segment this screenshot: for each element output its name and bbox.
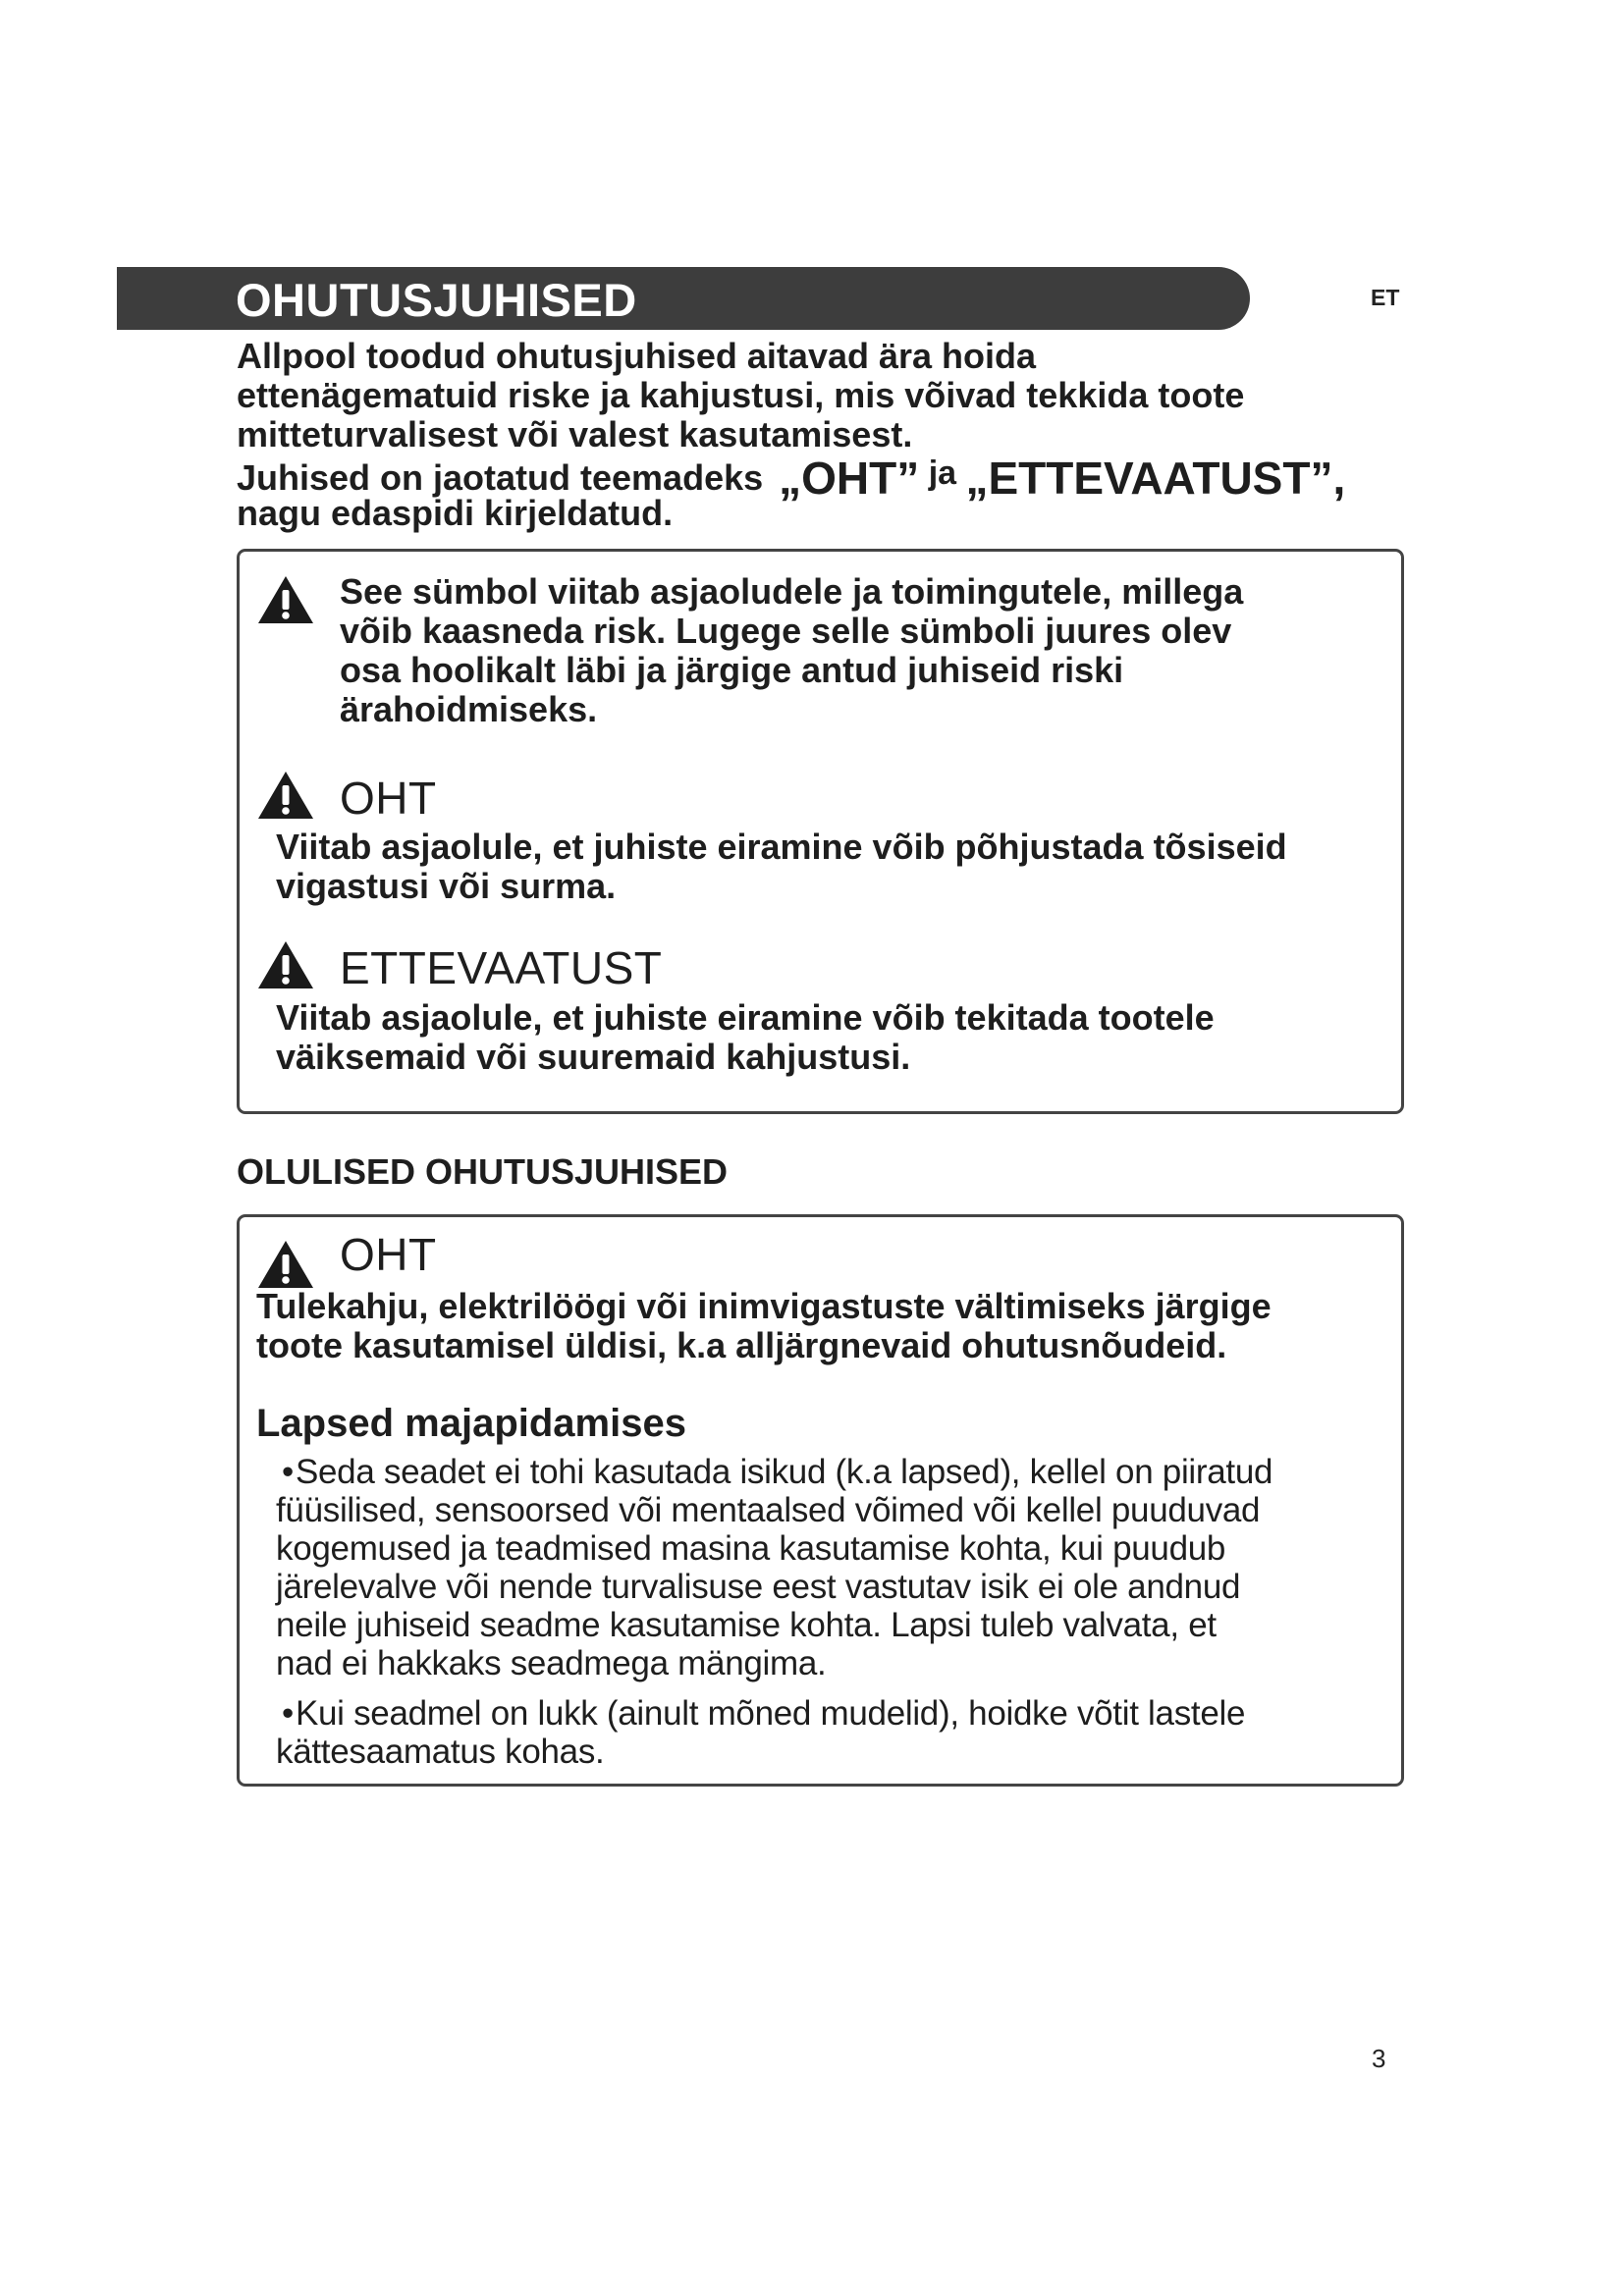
text-line: kogemused ja teadmised masina kasutamise kohta, kui puudub xyxy=(276,1529,1226,1568)
symbol-description xyxy=(340,572,1243,729)
section-header-bar xyxy=(117,267,1250,330)
text-line xyxy=(282,1453,1272,1491)
bullet-icon: • xyxy=(282,1453,294,1491)
page-title: OHUTUSJUHISED xyxy=(236,274,637,326)
text-line: kättesaamatus kohas. xyxy=(276,1733,605,1771)
text-line: Viitab asjaolule, et juhiste eiramine võib põhjustada tõsiseid xyxy=(276,827,1287,867)
text-line: ärahoidmiseks. xyxy=(340,689,598,729)
term-joiner: ja xyxy=(919,454,966,492)
text-line: väiksemaid või suuremaid kahjustusi. xyxy=(276,1037,911,1077)
children-section-heading: Lapsed majapidamises xyxy=(256,1402,686,1445)
caution-heading: ETTEVAATUST xyxy=(340,942,663,993)
text-line: Tulekahju, elektrilöögi või inimvigastuste vältimiseks järgige xyxy=(256,1286,1272,1326)
page-number: 3 xyxy=(1372,2044,1386,2073)
text-line: toote kasutamisel üldisi, k.a alljärgnevaid ohutusnõudeid. xyxy=(256,1325,1227,1365)
intro-line: mitteturvalisest või valest kasutamisest. xyxy=(237,414,913,454)
warning-triangle-icon xyxy=(256,939,315,990)
text-line: vigastusi või surma. xyxy=(276,866,617,906)
warning-triangle-icon xyxy=(256,574,315,625)
caution-definition xyxy=(276,998,1215,1077)
text-line: osa hoolikalt läbi ja järgige antud juhiseid riski xyxy=(340,650,1124,690)
warning-triangle-icon xyxy=(256,1239,315,1290)
bullet-item xyxy=(276,1694,1245,1771)
text-line: võib kaasneda risk. Lugege selle sümboli juures olev xyxy=(340,611,1232,651)
bullet-text: Kui seadmel on lukk (ainult mõned mudelid), hoidke võtit lastele xyxy=(295,1694,1246,1733)
danger-heading: OHT xyxy=(340,773,437,824)
bullet-text: Seda seadet ei tohi kasutada isikud (k.a lapsed), kellel on piiratud xyxy=(295,1453,1273,1491)
bullet-icon: • xyxy=(282,1694,294,1733)
text-line: nad ei hakkaks seadmega mängima. xyxy=(276,1644,827,1682)
warning-triangle-icon xyxy=(256,770,315,821)
bullet-item xyxy=(276,1453,1272,1682)
intro-line: nagu edaspidi kirjeldatud. xyxy=(237,493,674,533)
text-line: järelevalve või nende turvalisuse eest vastutav isik ei ole andnud xyxy=(276,1568,1241,1606)
text-line: füüsilised, sensoorsed või mentaalsed võimed või kellel puuduvad xyxy=(276,1491,1261,1529)
important-safety-heading: OLULISED OHUTUSJUHISED xyxy=(237,1151,729,1192)
text-line xyxy=(282,1694,1245,1733)
text-line: Viitab asjaolule, et juhiste eiramine võib tekitada tootele xyxy=(276,997,1215,1038)
language-code: ET xyxy=(1371,285,1400,310)
danger-general-text xyxy=(256,1287,1272,1365)
text-line: neile juhiseid seadme kasutamise kohta. Lapsi tuleb valvata, et xyxy=(276,1606,1217,1644)
intro-line: ettenägematuid riske ja kahjustusi, mis võivad tekkida toote xyxy=(237,375,1245,415)
term-danger: „OHT” xyxy=(779,453,920,504)
term-caution: „ETTEVAATUST”, xyxy=(965,453,1346,504)
text-line: See sümbol viitab asjaoludele ja toimingutele, millega xyxy=(340,571,1244,612)
intro-line-terms xyxy=(237,453,1415,504)
danger-heading: OHT xyxy=(340,1229,437,1280)
danger-definition xyxy=(276,828,1287,906)
intro-line: Allpool toodud ohutusjuhised aitavad ära hoida xyxy=(237,336,1037,376)
intro-line-prefix: Juhised on jaotatud teemadeks xyxy=(237,457,774,498)
intro-paragraph xyxy=(237,337,1415,533)
